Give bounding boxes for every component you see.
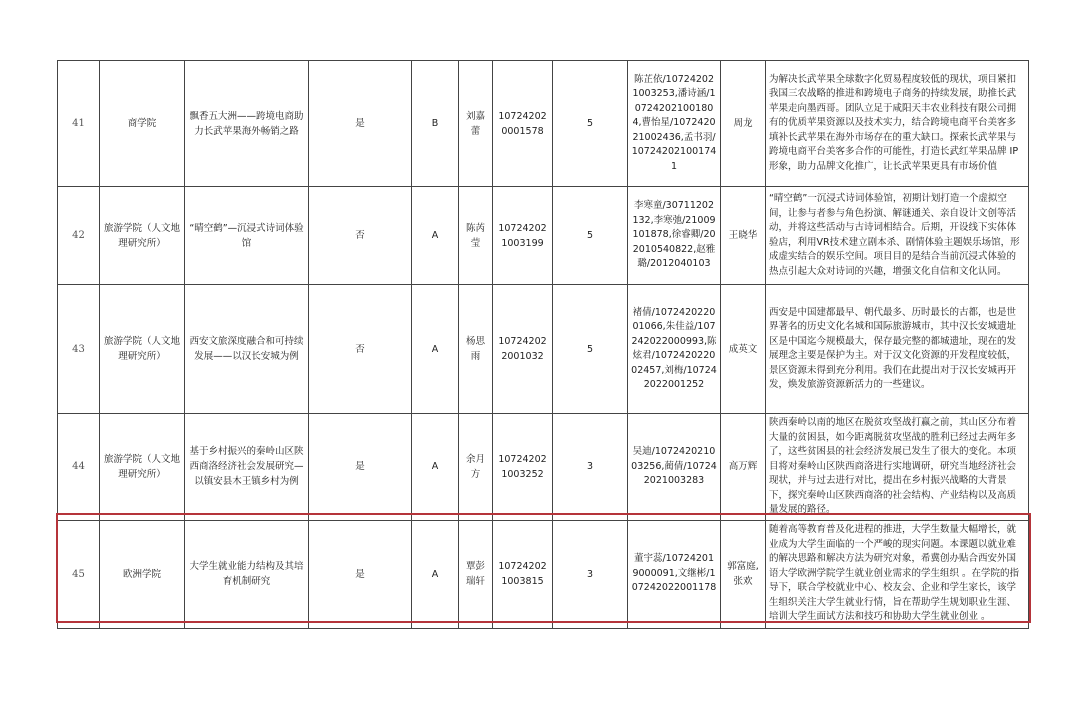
level: A [412, 414, 459, 521]
member-count: 5 [553, 187, 628, 285]
advisor: 王晓华 [721, 187, 766, 285]
advisor: 高万辉 [721, 414, 766, 521]
table-row [58, 187, 1029, 285]
member-count: 5 [553, 285, 628, 414]
table-row [58, 285, 1029, 414]
college: 欧洲学院 [100, 520, 185, 628]
college: 旅游学院（人文地理研究所） [100, 414, 185, 521]
student-id: 107242020001578 [493, 61, 553, 187]
advisor: 郭富庭,张欢 [721, 520, 766, 628]
college: 旅游学院（人文地理研究所） [100, 187, 185, 285]
student-id: 107242021003199 [493, 187, 553, 285]
project-title: 基于乡村振兴的秦岭山区陕西商洛经济社会发展研究—以镇安县木王镇乡村为例 [185, 414, 309, 521]
flag: 是 [309, 61, 412, 187]
row-index: 41 [58, 61, 100, 187]
table-row [58, 61, 1029, 187]
flag: 否 [309, 187, 412, 285]
student-id: 107242021003252 [493, 414, 553, 521]
level: B [412, 61, 459, 187]
flag: 是 [309, 520, 412, 628]
table-row [58, 414, 1029, 521]
leader: 余月方 [459, 414, 493, 521]
college: 商学院 [100, 61, 185, 187]
advisor: 成英文 [721, 285, 766, 414]
row-index: 43 [58, 285, 100, 414]
project-title: 西安文旅深度融合和可持续发展——以汉长安城为例 [185, 285, 309, 414]
members: 褚倩/107242022001066,朱佳益/107242022000993,陈炫君/107242022002457,刘梅/107242022001252 [628, 285, 721, 414]
description: 西安是中国建都最早、朝代最多、历时最长的古都，也是世界著名的历史文化名城和国际旅游城市，其中汉长安城遗址区是中国迄今规模最大，保存最完整的都城遗址，现在的发展理念主要是保护为主。对于汉文化资源的开发程度较低，景区资源未得到充分利用。我们在此提出对于汉长安城再开发，焕发旅游资源新活力的一些建议。 [766, 285, 1029, 414]
row-index: 44 [58, 414, 100, 521]
level: A [412, 285, 459, 414]
flag: 是 [309, 414, 412, 521]
project-title: “晴空鹤”—沉浸式诗词体验馆 [185, 187, 309, 285]
table-body [58, 61, 1029, 629]
advisor: 周龙 [721, 61, 766, 187]
member-count: 3 [553, 520, 628, 628]
description: 陕西秦岭以南的地区在脱贫攻坚战打赢之前，其山区分布着大量的贫困县，如今距离脱贫攻坚战的胜利已经过去两年多了，这些贫困县的社会经济发展已发生了很大的变化。本项目将对秦岭山区陕西商洛进行实地调研，研究当地经济社会现状，并与过去进行对比，提出在乡村振兴战略的大背景下，探究秦岭山区陕西商洛的社会结构、产业结构以及高质量发展的路径。 [766, 414, 1029, 521]
project-table-container [57, 60, 1029, 629]
members: 李寒童/30711202132,李寒弛/21009101878,徐睿卿/202010540822,赵雅璐/2012040103 [628, 187, 721, 285]
project-title: 飘香五大洲——跨境电商助力长武苹果海外畅销之路 [185, 61, 309, 187]
description: 随着高等教育普及化进程的推进，大学生数量大幅增长，就业成为大学生面临的一个严峻的现实问题。本课题以就业难的解决思路和解决方法为研究对象，希冀创办贴合西安外国语大学欧洲学院学生就业创业需求的学生组织 。在学院的指导下，联合学校就业中心、校友会、企业和学生家长，该学生组织关注大学生就业行情，旨在帮助学生规划职业生涯、培训大学生面试方法和技巧和协助大学生就业创业 。 [766, 520, 1029, 628]
project-table [57, 60, 1029, 629]
flag: 否 [309, 285, 412, 414]
level: A [412, 520, 459, 628]
student-id: 107242022001032 [493, 285, 553, 414]
row-index: 42 [58, 187, 100, 285]
leader: 覃彭瑞轩 [459, 520, 493, 628]
leader: 陈芮莹 [459, 187, 493, 285]
row-index: 45 [58, 520, 100, 628]
leader: 刘嘉蕾 [459, 61, 493, 187]
members: 董宇蕊/107242019000091,文继彬/107242022001178 [628, 520, 721, 628]
member-count: 3 [553, 414, 628, 521]
project-title: 大学生就业能力结构及其培育机制研究 [185, 520, 309, 628]
college: 旅游学院（人文地理研究所） [100, 285, 185, 414]
leader: 杨思雨 [459, 285, 493, 414]
members: 陈芷依/107242021003253,潘诗涵/107242021001804,曹怡星/107242021002436,孟书羽/107242021001741 [628, 61, 721, 187]
table-row-highlighted [58, 520, 1029, 628]
description: “晴空鹤”一沉浸式诗词体验馆，初期计划打造一个虚拟空间，让参与者参与角色扮演、解谜通关、亲自设计文创等活动，并将这些活动与古诗词相结合。后期，开设线下实体体验店，利用VR技术建立剧本杀、剧情体验主题娱乐场馆，形成虚实结合的娱乐空间。项目目的是结合当前沉浸式体验的热点引起大众对诗词的兴趣，增强文化自信和文化认同。 [766, 187, 1029, 285]
description: 为解决长武苹果全球数字化贸易程度较低的现状，项目紧扣我国三农战略的推进和跨境电子商务的持续发展，助推长武苹果走向墨西哥。团队立足于咸阳天丰农业科技有限公司拥有的优质苹果资源以及技术实力，结合跨境电商平台美客多填补长武苹果在海外市场存在的重大缺口。探索长武苹果与跨境电商平台美客多合作的可能性，打造长武红苹果品牌 IP 形象，助力品牌文化推广，让长武苹果更具有市场价值 [766, 61, 1029, 187]
level: A [412, 187, 459, 285]
student-id: 107242021003815 [493, 520, 553, 628]
members: 吴迪/107242021003256,蔺倩/107242021003283 [628, 414, 721, 521]
member-count: 5 [553, 61, 628, 187]
